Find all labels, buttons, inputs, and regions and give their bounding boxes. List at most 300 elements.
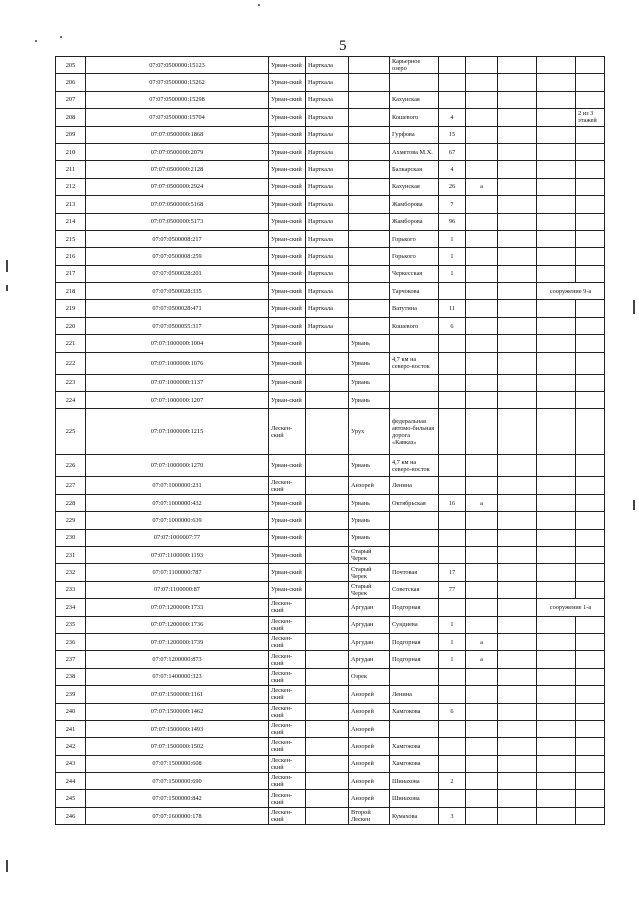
structure-cell (537, 352, 576, 374)
street-cell: Советская (390, 581, 439, 598)
structure-cell (537, 790, 576, 807)
house-letter-cell (466, 616, 498, 633)
page-number: 5 (339, 38, 347, 54)
town-cell: Нарткала (306, 300, 349, 317)
house-number-cell: 1 (439, 230, 466, 247)
structure-cell (537, 317, 576, 334)
note-cell (576, 651, 605, 668)
house-letter-cell (466, 126, 498, 143)
cadastral-number-cell: 07:07:1000000:432 (86, 494, 269, 511)
locality-cell: Озрек (349, 668, 390, 685)
blank-cell-cell (498, 161, 537, 178)
district-cell: Урван-ский (269, 546, 306, 563)
note-cell (576, 773, 605, 790)
locality-cell: Анзорей (349, 686, 390, 703)
note-cell (576, 143, 605, 160)
cadastral-number-cell: 07:07:0500000:2128 (86, 161, 269, 178)
street-cell: Октябрьская (390, 494, 439, 511)
cadastral-number-cell: 07:07:0500055:317 (86, 317, 269, 334)
structure-cell (537, 720, 576, 737)
district-cell: Лескен-ский (269, 477, 306, 494)
blank-cell-cell (498, 738, 537, 755)
table-row (56, 477, 605, 494)
note-cell (576, 455, 605, 477)
structure-cell (537, 738, 576, 755)
locality-cell (349, 248, 390, 265)
locality-cell: Аргудан (349, 599, 390, 616)
row-number-cell: 214 (56, 213, 86, 230)
cadastral-number-cell: 07:07:1000000:231 (86, 477, 269, 494)
blank-cell-cell (498, 720, 537, 737)
town-cell (306, 374, 349, 391)
house-number-cell: 11 (439, 300, 466, 317)
district-cell: Лескен-ский (269, 773, 306, 790)
row-number-cell: 218 (56, 283, 86, 300)
locality-cell: Урвань (349, 529, 390, 546)
town-cell (306, 755, 349, 772)
house-letter-cell: а (466, 494, 498, 511)
house-number-cell (439, 546, 466, 563)
cadastral-number-cell: 07:07:0500000:5168 (86, 196, 269, 213)
cadastral-number-cell: 07:07:0500000:15262 (86, 74, 269, 91)
house-number-cell: 1 (439, 651, 466, 668)
scan-margin-mark (6, 860, 8, 872)
street-cell (390, 512, 439, 529)
structure-cell (537, 91, 576, 108)
locality-cell (349, 317, 390, 334)
town-cell: Нарткала (306, 143, 349, 160)
town-cell: Нарткала (306, 213, 349, 230)
district-cell: Урван-ский (269, 529, 306, 546)
house-number-cell: 77 (439, 581, 466, 598)
blank-cell-cell (498, 178, 537, 195)
town-cell (306, 633, 349, 650)
locality-cell: Аргудан (349, 616, 390, 633)
register-table (55, 56, 605, 825)
locality-cell (349, 265, 390, 282)
cadastral-number-cell: 07:07:1000000:639 (86, 512, 269, 529)
house-number-cell (439, 74, 466, 91)
town-cell: Нарткала (306, 248, 349, 265)
table-row (56, 773, 605, 790)
blank-cell-cell (498, 633, 537, 650)
note-cell (576, 300, 605, 317)
blank-cell-cell (498, 109, 537, 126)
house-letter-cell (466, 755, 498, 772)
structure-cell (537, 57, 576, 74)
scan-speck (258, 4, 260, 6)
street-cell: Ахметова М.Х. (390, 143, 439, 160)
blank-cell-cell (498, 352, 537, 374)
street-cell (390, 529, 439, 546)
district-cell: Урван-ский (269, 126, 306, 143)
house-number-cell (439, 91, 466, 108)
street-cell: Жамборова (390, 196, 439, 213)
cadastral-number-cell: 07:07:1000007:77 (86, 529, 269, 546)
cadastral-number-cell: 07:07:1500000:1493 (86, 720, 269, 737)
table-row (56, 392, 605, 409)
district-cell: Урван-ский (269, 248, 306, 265)
structure-cell (537, 616, 576, 633)
district-cell: Урван-ский (269, 335, 306, 352)
scan-margin-mark (633, 300, 635, 314)
district-cell: Лескен-ский (269, 755, 306, 772)
structure-cell (537, 392, 576, 409)
blank-cell-cell (498, 755, 537, 772)
locality-cell (349, 300, 390, 317)
blank-cell-cell (498, 455, 537, 477)
row-number-cell: 222 (56, 352, 86, 374)
note-cell (576, 409, 605, 455)
table-row (56, 738, 605, 755)
house-letter-cell (466, 773, 498, 790)
row-number-cell: 224 (56, 392, 86, 409)
district-cell: Лескен-ский (269, 720, 306, 737)
town-cell (306, 455, 349, 477)
district-cell: Урван-ский (269, 57, 306, 74)
street-cell (390, 546, 439, 563)
locality-cell: Урвань (349, 374, 390, 391)
cadastral-number-cell: 07:07:1000000:1137 (86, 374, 269, 391)
town-cell: Нарткала (306, 196, 349, 213)
town-cell: Нарткала (306, 126, 349, 143)
locality-cell: Анзорей (349, 773, 390, 790)
note-cell (576, 161, 605, 178)
table-row (56, 633, 605, 650)
structure-cell (537, 512, 576, 529)
note-cell (576, 196, 605, 213)
table-row (56, 300, 605, 317)
street-cell: Черкесская (390, 265, 439, 282)
house-number-cell (439, 668, 466, 685)
row-number-cell: 241 (56, 720, 86, 737)
structure-cell (537, 455, 576, 477)
street-cell: 4,7 км на северо-восток (390, 352, 439, 374)
house-number-cell: 1 (439, 265, 466, 282)
house-letter-cell (466, 790, 498, 807)
district-cell: Лескен-ский (269, 409, 306, 455)
house-letter-cell (466, 738, 498, 755)
row-number-cell: 215 (56, 230, 86, 247)
structure-cell (537, 265, 576, 282)
town-cell: Нарткала (306, 161, 349, 178)
note-cell (576, 91, 605, 108)
cadastral-number-cell: 07:07:1200000:1733 (86, 599, 269, 616)
note-cell (576, 529, 605, 546)
house-letter-cell (466, 248, 498, 265)
blank-cell-cell (498, 668, 537, 685)
street-cell: Тарчокова (390, 283, 439, 300)
town-cell (306, 512, 349, 529)
row-number-cell: 213 (56, 196, 86, 213)
structure-cell (537, 564, 576, 581)
structure-cell (537, 335, 576, 352)
house-letter-cell (466, 668, 498, 685)
street-cell: Жамборова (390, 213, 439, 230)
house-number-cell (439, 352, 466, 374)
house-number-cell (439, 477, 466, 494)
table-row (56, 494, 605, 511)
locality-cell: Анзорей (349, 477, 390, 494)
house-number-cell (439, 790, 466, 807)
row-number-cell: 233 (56, 581, 86, 598)
house-letter-cell (466, 599, 498, 616)
structure-cell (537, 74, 576, 91)
house-letter-cell (466, 392, 498, 409)
table-row (56, 409, 605, 455)
row-number-cell: 230 (56, 529, 86, 546)
house-letter-cell (466, 265, 498, 282)
locality-cell: Анзорей (349, 720, 390, 737)
table-row (56, 57, 605, 74)
town-cell (306, 564, 349, 581)
structure-cell (537, 686, 576, 703)
street-cell: Горького (390, 248, 439, 265)
row-number-cell: 227 (56, 477, 86, 494)
structure-cell (537, 196, 576, 213)
street-cell: Кошевого (390, 109, 439, 126)
house-letter-cell (466, 455, 498, 477)
district-cell: Урван-ский (269, 178, 306, 195)
row-number-cell: 226 (56, 455, 86, 477)
district-cell: Лескен-ский (269, 703, 306, 720)
table-row (56, 686, 605, 703)
locality-cell (349, 109, 390, 126)
cadastral-number-cell: 07:07:1100000:87 (86, 581, 269, 598)
table-row (56, 109, 605, 126)
street-cell: Ленина (390, 477, 439, 494)
table-row (56, 248, 605, 265)
row-number-cell: 237 (56, 651, 86, 668)
district-cell: Урван-ский (269, 512, 306, 529)
cadastral-number-cell: 07:07:0500000:5173 (86, 213, 269, 230)
town-cell (306, 807, 349, 824)
cadastral-number-cell: 07:07:1000000:1270 (86, 455, 269, 477)
street-cell: Кошевого (390, 317, 439, 334)
table-row (56, 755, 605, 772)
locality-cell (349, 57, 390, 74)
blank-cell-cell (498, 581, 537, 598)
district-cell: Лескен-ский (269, 790, 306, 807)
street-cell: Гурфова (390, 126, 439, 143)
row-number-cell: 219 (56, 300, 86, 317)
cadastral-number-cell: 07:07:1500000:1462 (86, 703, 269, 720)
table-row (56, 317, 605, 334)
cadastral-number-cell: 07:07:1100000:1193 (86, 546, 269, 563)
note-cell (576, 374, 605, 391)
town-cell (306, 616, 349, 633)
structure-cell (537, 213, 576, 230)
district-cell: Лескен-ский (269, 738, 306, 755)
blank-cell-cell (498, 651, 537, 668)
district-cell: Урван-ский (269, 392, 306, 409)
locality-cell (349, 283, 390, 300)
house-letter-cell (466, 546, 498, 563)
house-number-cell (439, 374, 466, 391)
house-letter-cell (466, 317, 498, 334)
town-cell: Нарткала (306, 265, 349, 282)
table-row (56, 790, 605, 807)
row-number-cell: 208 (56, 109, 86, 126)
district-cell: Урван-ский (269, 230, 306, 247)
row-number-cell: 211 (56, 161, 86, 178)
row-number-cell: 240 (56, 703, 86, 720)
structure-cell (537, 143, 576, 160)
locality-cell (349, 143, 390, 160)
row-number-cell: 221 (56, 335, 86, 352)
row-number-cell: 220 (56, 317, 86, 334)
street-cell: Хамгокова (390, 703, 439, 720)
scan-speck (35, 40, 37, 42)
house-letter-cell (466, 161, 498, 178)
locality-cell (349, 178, 390, 195)
structure-cell (537, 755, 576, 772)
blank-cell-cell (498, 546, 537, 563)
town-cell (306, 790, 349, 807)
table-row (56, 161, 605, 178)
structure-cell (537, 126, 576, 143)
structure-cell (537, 109, 576, 126)
structure-cell (537, 529, 576, 546)
street-cell (390, 374, 439, 391)
table-row (56, 196, 605, 213)
district-cell: Урван-ский (269, 494, 306, 511)
cadastral-number-cell: 07:07:0500008:217 (86, 230, 269, 247)
note-cell (576, 790, 605, 807)
house-letter-cell: а (466, 651, 498, 668)
blank-cell-cell (498, 126, 537, 143)
cadastral-number-cell: 07:07:1100000:787 (86, 564, 269, 581)
town-cell (306, 599, 349, 616)
district-cell: Урван-ский (269, 455, 306, 477)
town-cell (306, 651, 349, 668)
house-letter-cell (466, 703, 498, 720)
cadastral-number-cell: 07:07:0500000:15123 (86, 57, 269, 74)
house-number-cell (439, 335, 466, 352)
table-row (56, 720, 605, 737)
table-row (56, 546, 605, 563)
district-cell: Урван-ский (269, 213, 306, 230)
blank-cell-cell (498, 265, 537, 282)
house-number-cell: 4 (439, 161, 466, 178)
district-cell: Урван-ский (269, 300, 306, 317)
table-row (56, 213, 605, 230)
town-cell: Нарткала (306, 74, 349, 91)
town-cell: Нарткала (306, 283, 349, 300)
street-cell: Карьерное озеро (390, 57, 439, 74)
house-number-cell: 2 (439, 773, 466, 790)
scan-margin-mark (6, 285, 8, 291)
house-letter-cell (466, 477, 498, 494)
house-number-cell: 67 (439, 143, 466, 160)
table-row (56, 616, 605, 633)
note-cell (576, 178, 605, 195)
table-row (56, 807, 605, 824)
blank-cell-cell (498, 512, 537, 529)
blank-cell-cell (498, 91, 537, 108)
house-number-cell (439, 599, 466, 616)
district-cell: Лескен-ский (269, 686, 306, 703)
locality-cell: Урвань (349, 392, 390, 409)
note-cell (576, 265, 605, 282)
blank-cell-cell (498, 703, 537, 720)
district-cell: Урван-ский (269, 283, 306, 300)
note-cell (576, 57, 605, 74)
street-cell (390, 668, 439, 685)
town-cell: Нарткала (306, 317, 349, 334)
house-letter-cell (466, 352, 498, 374)
note-cell (576, 494, 605, 511)
locality-cell: Урвань (349, 352, 390, 374)
structure-cell (537, 300, 576, 317)
street-cell (390, 335, 439, 352)
town-cell (306, 686, 349, 703)
row-number-cell: 232 (56, 564, 86, 581)
blank-cell-cell (498, 686, 537, 703)
district-cell: Урван-ский (269, 161, 306, 178)
town-cell (306, 392, 349, 409)
town-cell (306, 720, 349, 737)
cadastral-number-cell: 07:07:0500028:201 (86, 265, 269, 282)
street-cell (390, 74, 439, 91)
note-cell: 2 из 3 этажей (576, 109, 605, 126)
note-cell (576, 317, 605, 334)
structure-cell (537, 773, 576, 790)
note-cell (576, 230, 605, 247)
note-cell (576, 74, 605, 91)
house-letter-cell (466, 529, 498, 546)
row-number-cell: 244 (56, 773, 86, 790)
row-number-cell: 223 (56, 374, 86, 391)
town-cell (306, 352, 349, 374)
house-letter-cell (466, 57, 498, 74)
house-number-cell: 1 (439, 248, 466, 265)
row-number-cell: 212 (56, 178, 86, 195)
cadastral-number-cell: 07:07:1400000:323 (86, 668, 269, 685)
row-number-cell: 229 (56, 512, 86, 529)
row-number-cell: 245 (56, 790, 86, 807)
district-cell: Урван-ский (269, 317, 306, 334)
blank-cell-cell (498, 300, 537, 317)
note-cell (576, 738, 605, 755)
house-letter-cell (466, 109, 498, 126)
house-letter-cell (466, 807, 498, 824)
house-letter-cell (466, 686, 498, 703)
street-cell: Подгорная (390, 633, 439, 650)
locality-cell: Второй Лескен (349, 807, 390, 824)
structure-cell (537, 494, 576, 511)
note-cell (576, 248, 605, 265)
row-number-cell: 209 (56, 126, 86, 143)
note-cell (576, 477, 605, 494)
street-cell (390, 720, 439, 737)
district-cell: Урван-ский (269, 352, 306, 374)
street-cell: Ленина (390, 686, 439, 703)
town-cell: Нарткала (306, 109, 349, 126)
structure-cell (537, 178, 576, 195)
row-number-cell: 216 (56, 248, 86, 265)
structure-cell (537, 651, 576, 668)
table-row (56, 352, 605, 374)
house-letter-cell (466, 564, 498, 581)
note-cell (576, 392, 605, 409)
locality-cell: Урвань (349, 455, 390, 477)
structure-cell (537, 374, 576, 391)
house-letter-cell (466, 300, 498, 317)
district-cell: Лескен-ский (269, 807, 306, 824)
house-number-cell (439, 283, 466, 300)
table-row (56, 455, 605, 477)
